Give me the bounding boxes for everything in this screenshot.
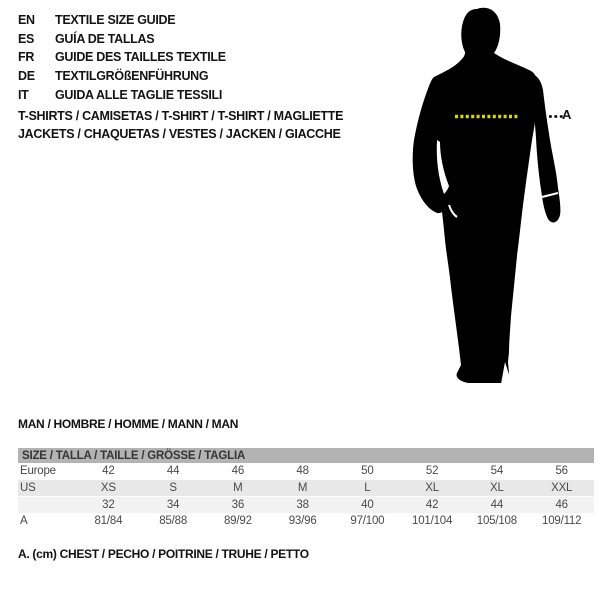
language-row xyxy=(18,11,226,30)
size-cell: 42 xyxy=(102,465,115,477)
measure-label-a: A xyxy=(562,107,572,122)
size-cell: 81/84 xyxy=(94,515,123,527)
size-row-us xyxy=(18,480,594,497)
size-cell: XL xyxy=(425,482,439,494)
size-cell: 48 xyxy=(296,465,309,477)
figure-man xyxy=(405,0,600,400)
size-row-europe xyxy=(18,463,594,480)
size-cell: 105/108 xyxy=(476,515,517,527)
language-code: IT xyxy=(18,87,29,102)
row-label: US xyxy=(20,482,36,494)
language-row xyxy=(18,48,226,67)
size-table-header: SIZE / TALLA / TAILLE / GRÖSSE / TAGLIA xyxy=(18,448,594,463)
row-label: A xyxy=(20,515,28,527)
size-cell: 44 xyxy=(166,465,180,477)
language-code: EN xyxy=(18,13,35,28)
size-cell: XS xyxy=(100,482,116,494)
man-right-arm-shape xyxy=(526,74,560,223)
section-title-man: MAN / HOMBRE / HOMME / MANN / MAN xyxy=(18,417,239,431)
row-label xyxy=(18,497,76,514)
size-cell: 93/96 xyxy=(288,515,317,527)
language-label: GUIDE DES TAILLES TEXTILE xyxy=(55,50,226,65)
language-list xyxy=(18,11,226,104)
man-silhouette xyxy=(405,0,600,400)
size-cell: 46 xyxy=(231,465,245,477)
size-cell: M xyxy=(297,482,308,494)
size-cell: 56 xyxy=(555,465,568,477)
size-row-alt xyxy=(18,497,594,514)
language-label: GUÍA DE TALLAS xyxy=(55,31,155,46)
size-cell: S xyxy=(169,482,177,494)
size-cell: 32 xyxy=(102,499,115,511)
size-cell: M xyxy=(233,482,243,494)
size-cell: 34 xyxy=(166,499,180,511)
size-table-header-row xyxy=(18,448,594,463)
size-cell: 101/104 xyxy=(412,515,453,527)
category-list xyxy=(18,107,343,143)
size-cell: XL xyxy=(490,482,504,494)
size-cell: 42 xyxy=(425,499,439,511)
language-label: TEXTILGRÖßENFÜHRUNG xyxy=(55,69,209,84)
category-line-jackets: JACKETS / CHAQUETAS / VESTES / JACKEN / GIACCHE xyxy=(18,127,341,141)
language-code: ES xyxy=(18,31,35,46)
size-cell: L xyxy=(364,482,371,494)
size-cell: 50 xyxy=(361,465,374,477)
row-label: Europe xyxy=(20,465,56,477)
man-body-shape xyxy=(413,8,538,383)
language-code: FR xyxy=(18,50,35,65)
size-table xyxy=(18,448,594,529)
size-cell: 44 xyxy=(490,499,504,511)
size-cell: 36 xyxy=(231,499,245,511)
size-cell: XXL xyxy=(551,482,573,494)
size-cell: 38 xyxy=(296,499,309,511)
language-label: GUIDA ALLE TAGLIE TESSILI xyxy=(55,87,223,102)
size-cell: 52 xyxy=(425,465,439,477)
size-cell: 54 xyxy=(490,465,504,477)
category-line-tshirts: T-SHIRTS / CAMISETAS / T-SHIRT / T-SHIRT / MAGLIETTE xyxy=(18,109,344,123)
size-cell: 109/112 xyxy=(542,515,582,527)
language-code: DE xyxy=(18,69,35,84)
language-row xyxy=(18,85,226,104)
size-cell: 97/100 xyxy=(350,515,385,527)
size-cell: 85/88 xyxy=(159,515,188,527)
size-cell: 89/92 xyxy=(223,515,252,527)
language-row xyxy=(18,30,226,49)
language-label: TEXTILE SIZE GUIDE xyxy=(55,13,176,28)
language-row xyxy=(18,67,226,86)
size-row-chest-a xyxy=(18,513,594,529)
size-cell: 40 xyxy=(361,499,374,511)
footnote-chest: A. (cm) CHEST / PECHO / POITRINE / TRUHE / PETTO xyxy=(18,547,309,561)
size-cell: 46 xyxy=(555,499,568,511)
